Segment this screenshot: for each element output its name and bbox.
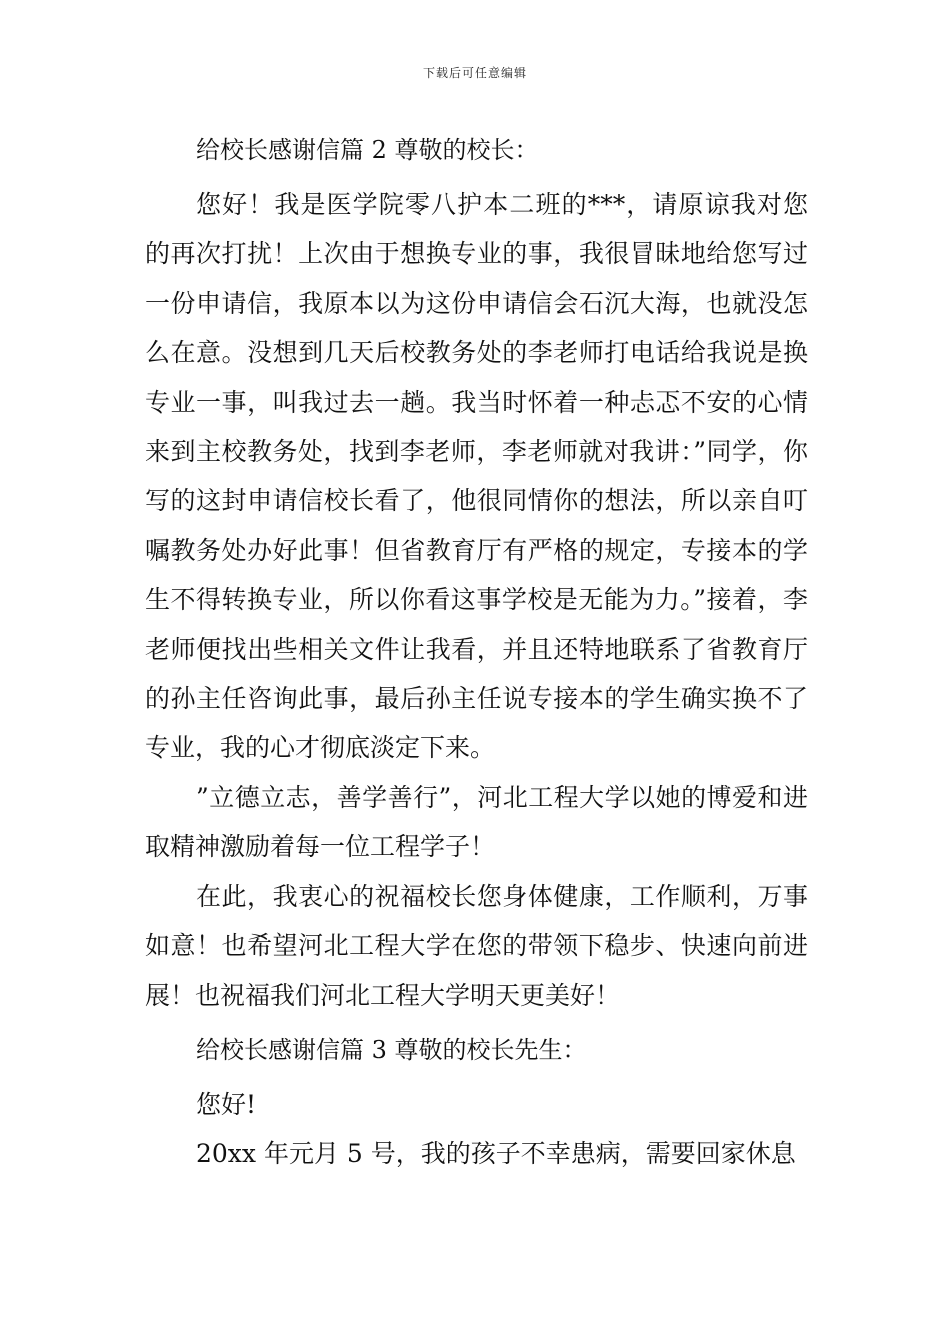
header-note: 下载后可任意编辑	[422, 66, 527, 80]
paragraph-body-3: 20xx 年元月 5 号，我的孩子不幸患病，需要回家休息	[196, 1139, 796, 1169]
document-body	[145, 120, 808, 1179]
letter-heading-3: 给校长感谢信篇 3 尊敬的校长先生：	[196, 1035, 587, 1064]
paragraph-blessing: 在此，我衷心的祝福校长您身体健康，工作顺利，万事如意！也希望河北工程大学在您的带领下稳步、快速向前进展！也祝福我们河北工程大学明天更美好！	[145, 881, 808, 1010]
paragraph-motto: ”立德立志，善学善行”，河北工程大学以她的博爱和进取精神激励着每一位工程学子！	[145, 782, 808, 862]
greeting: 您好!	[196, 1089, 257, 1119]
letter-heading-2: 给校长感谢信篇 2 尊敬的校长：	[196, 136, 539, 164]
paragraph-body-1: 您好！我是医学院零八护本二班的***，请原谅我对您的再次打扰！上次由于想换专业的事，我很冒昧地给您写过一份申请信，我原本以为这份申请信会石沉大海，也就没怎么在意。没想到几天后校教务处的李老师打电话给我说是换专业一事，叫我过去一趟。我当时怀着一种忐忑不安的心情来到主校教务处，找到李老师，李老师就对我讲：”同学，你写的这封申请信校长看了，他很同情你的想法，所以亲自叮嘱教务处办好此事！但省教育厅有严格的规定，专接本的学生不得转换专业，所以你看这事学校是无能为力。”接着，李老师便找出些相关文件让我看，并且还特地联系了省教育厅的孙主任咨询此事，最后孙主任说专接本的学生确实换不了专业，我的心才彻底淡定下来。	[145, 190, 808, 763]
